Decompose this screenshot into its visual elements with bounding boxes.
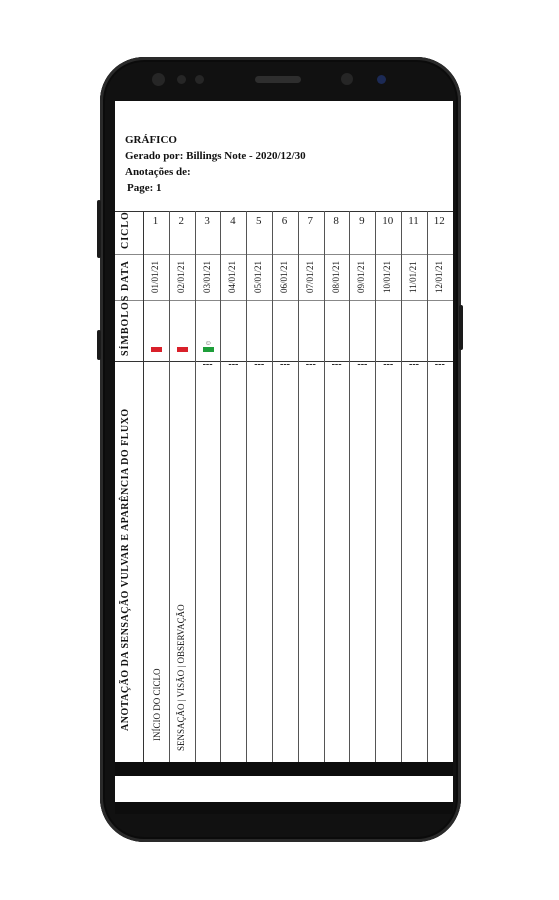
front-camera-icon	[341, 73, 353, 85]
report-notes: Anotações de:	[125, 166, 191, 178]
cycle-number: 9	[359, 215, 365, 227]
cycle-number: 8	[333, 215, 339, 227]
date-value: 04/01/21	[227, 260, 238, 293]
column-divider	[246, 211, 247, 762]
observation-dash: ---	[434, 359, 445, 370]
column-divider	[195, 211, 196, 762]
camera-icon	[152, 73, 165, 86]
cycle-number: 5	[255, 215, 262, 227]
date-value: 08/01/21	[330, 260, 341, 293]
red-bleeding-marker	[177, 347, 188, 352]
date-value: 03/01/21	[201, 260, 212, 293]
bixby-button	[97, 330, 101, 360]
date-value: 10/01/21	[382, 260, 393, 293]
cycle-number: 11	[408, 215, 419, 227]
cycle-number: 3	[204, 215, 210, 227]
column-divider	[272, 211, 273, 762]
cycle-number: 2	[178, 215, 185, 227]
column-divider	[298, 211, 299, 762]
iris-sensor-icon	[377, 75, 386, 84]
cycle-number: 12	[433, 215, 445, 227]
bottom-bar	[115, 762, 453, 776]
cycle-number: 4	[230, 215, 236, 227]
date-value: 09/01/21	[356, 260, 367, 293]
date-value: 11/01/21	[408, 261, 418, 293]
observation-dash: ---	[280, 359, 290, 370]
row-divider	[115, 300, 453, 301]
observation-dash: ---	[357, 359, 368, 370]
column-divider	[427, 211, 428, 762]
report-generated: Gerado por: Billings Note - 2020/12/30	[125, 150, 306, 162]
sensor-icon	[195, 75, 204, 84]
power-button	[459, 305, 463, 350]
observation-dash: ---	[202, 359, 213, 370]
report-header	[125, 132, 306, 196]
cycle-label: CICLO	[120, 211, 131, 249]
date-value: 12/01/21	[433, 260, 444, 293]
app-screen[interactable]	[115, 101, 453, 802]
symbols-label: SÍMBOLOS	[120, 294, 131, 356]
cycle-chart-table[interactable]	[115, 211, 453, 762]
observation-dash: ---	[305, 359, 316, 370]
annotation-label: ANOTAÇÃO DA SENSAÇÃO VULVAR E APARÊNCIA DO FLUXO	[120, 408, 131, 731]
column-divider	[401, 211, 402, 762]
observation-label: SENSAÇÃO | VISÃO | OBSERVAÇÃO	[176, 604, 186, 751]
date-label: DATA	[120, 260, 131, 291]
red-bleeding-marker	[151, 347, 162, 352]
volume-button	[97, 200, 101, 258]
earpiece-speaker	[255, 76, 301, 83]
row-divider	[115, 254, 453, 255]
date-value: 05/01/21	[253, 260, 264, 293]
cycle-start-label: INÍCIO DO CICLO	[152, 668, 162, 741]
column-divider	[375, 211, 376, 762]
green-dry-marker	[203, 347, 214, 352]
observation-dash: ---	[254, 359, 265, 370]
date-value: 01/01/21	[150, 260, 160, 293]
report-page: Page: 1	[127, 182, 162, 194]
date-value: 02/01/21	[175, 260, 186, 293]
bottom-area	[115, 776, 453, 802]
column-divider	[220, 211, 221, 762]
label-column-border	[143, 211, 144, 762]
observation-dash: ---	[409, 359, 419, 370]
cycle-number: 10	[382, 215, 394, 227]
sensor-icon	[177, 75, 186, 84]
date-value: 06/01/21	[279, 260, 289, 293]
column-divider	[349, 211, 350, 762]
baby-icon: ☺	[204, 339, 212, 347]
report-title: GRÁFICO	[125, 134, 177, 146]
date-value: 07/01/21	[304, 260, 315, 293]
cycle-number: 7	[307, 215, 314, 227]
observation-dash: ---	[331, 359, 342, 370]
column-divider	[169, 211, 170, 762]
table-border-top	[115, 211, 453, 212]
column-divider	[324, 211, 325, 762]
cycle-number: 6	[281, 215, 288, 227]
observation-dash: ---	[383, 359, 394, 370]
cycle-number: 1	[152, 215, 159, 227]
observation-dash: ---	[228, 359, 239, 370]
phone-bottom-bezel	[115, 802, 453, 814]
